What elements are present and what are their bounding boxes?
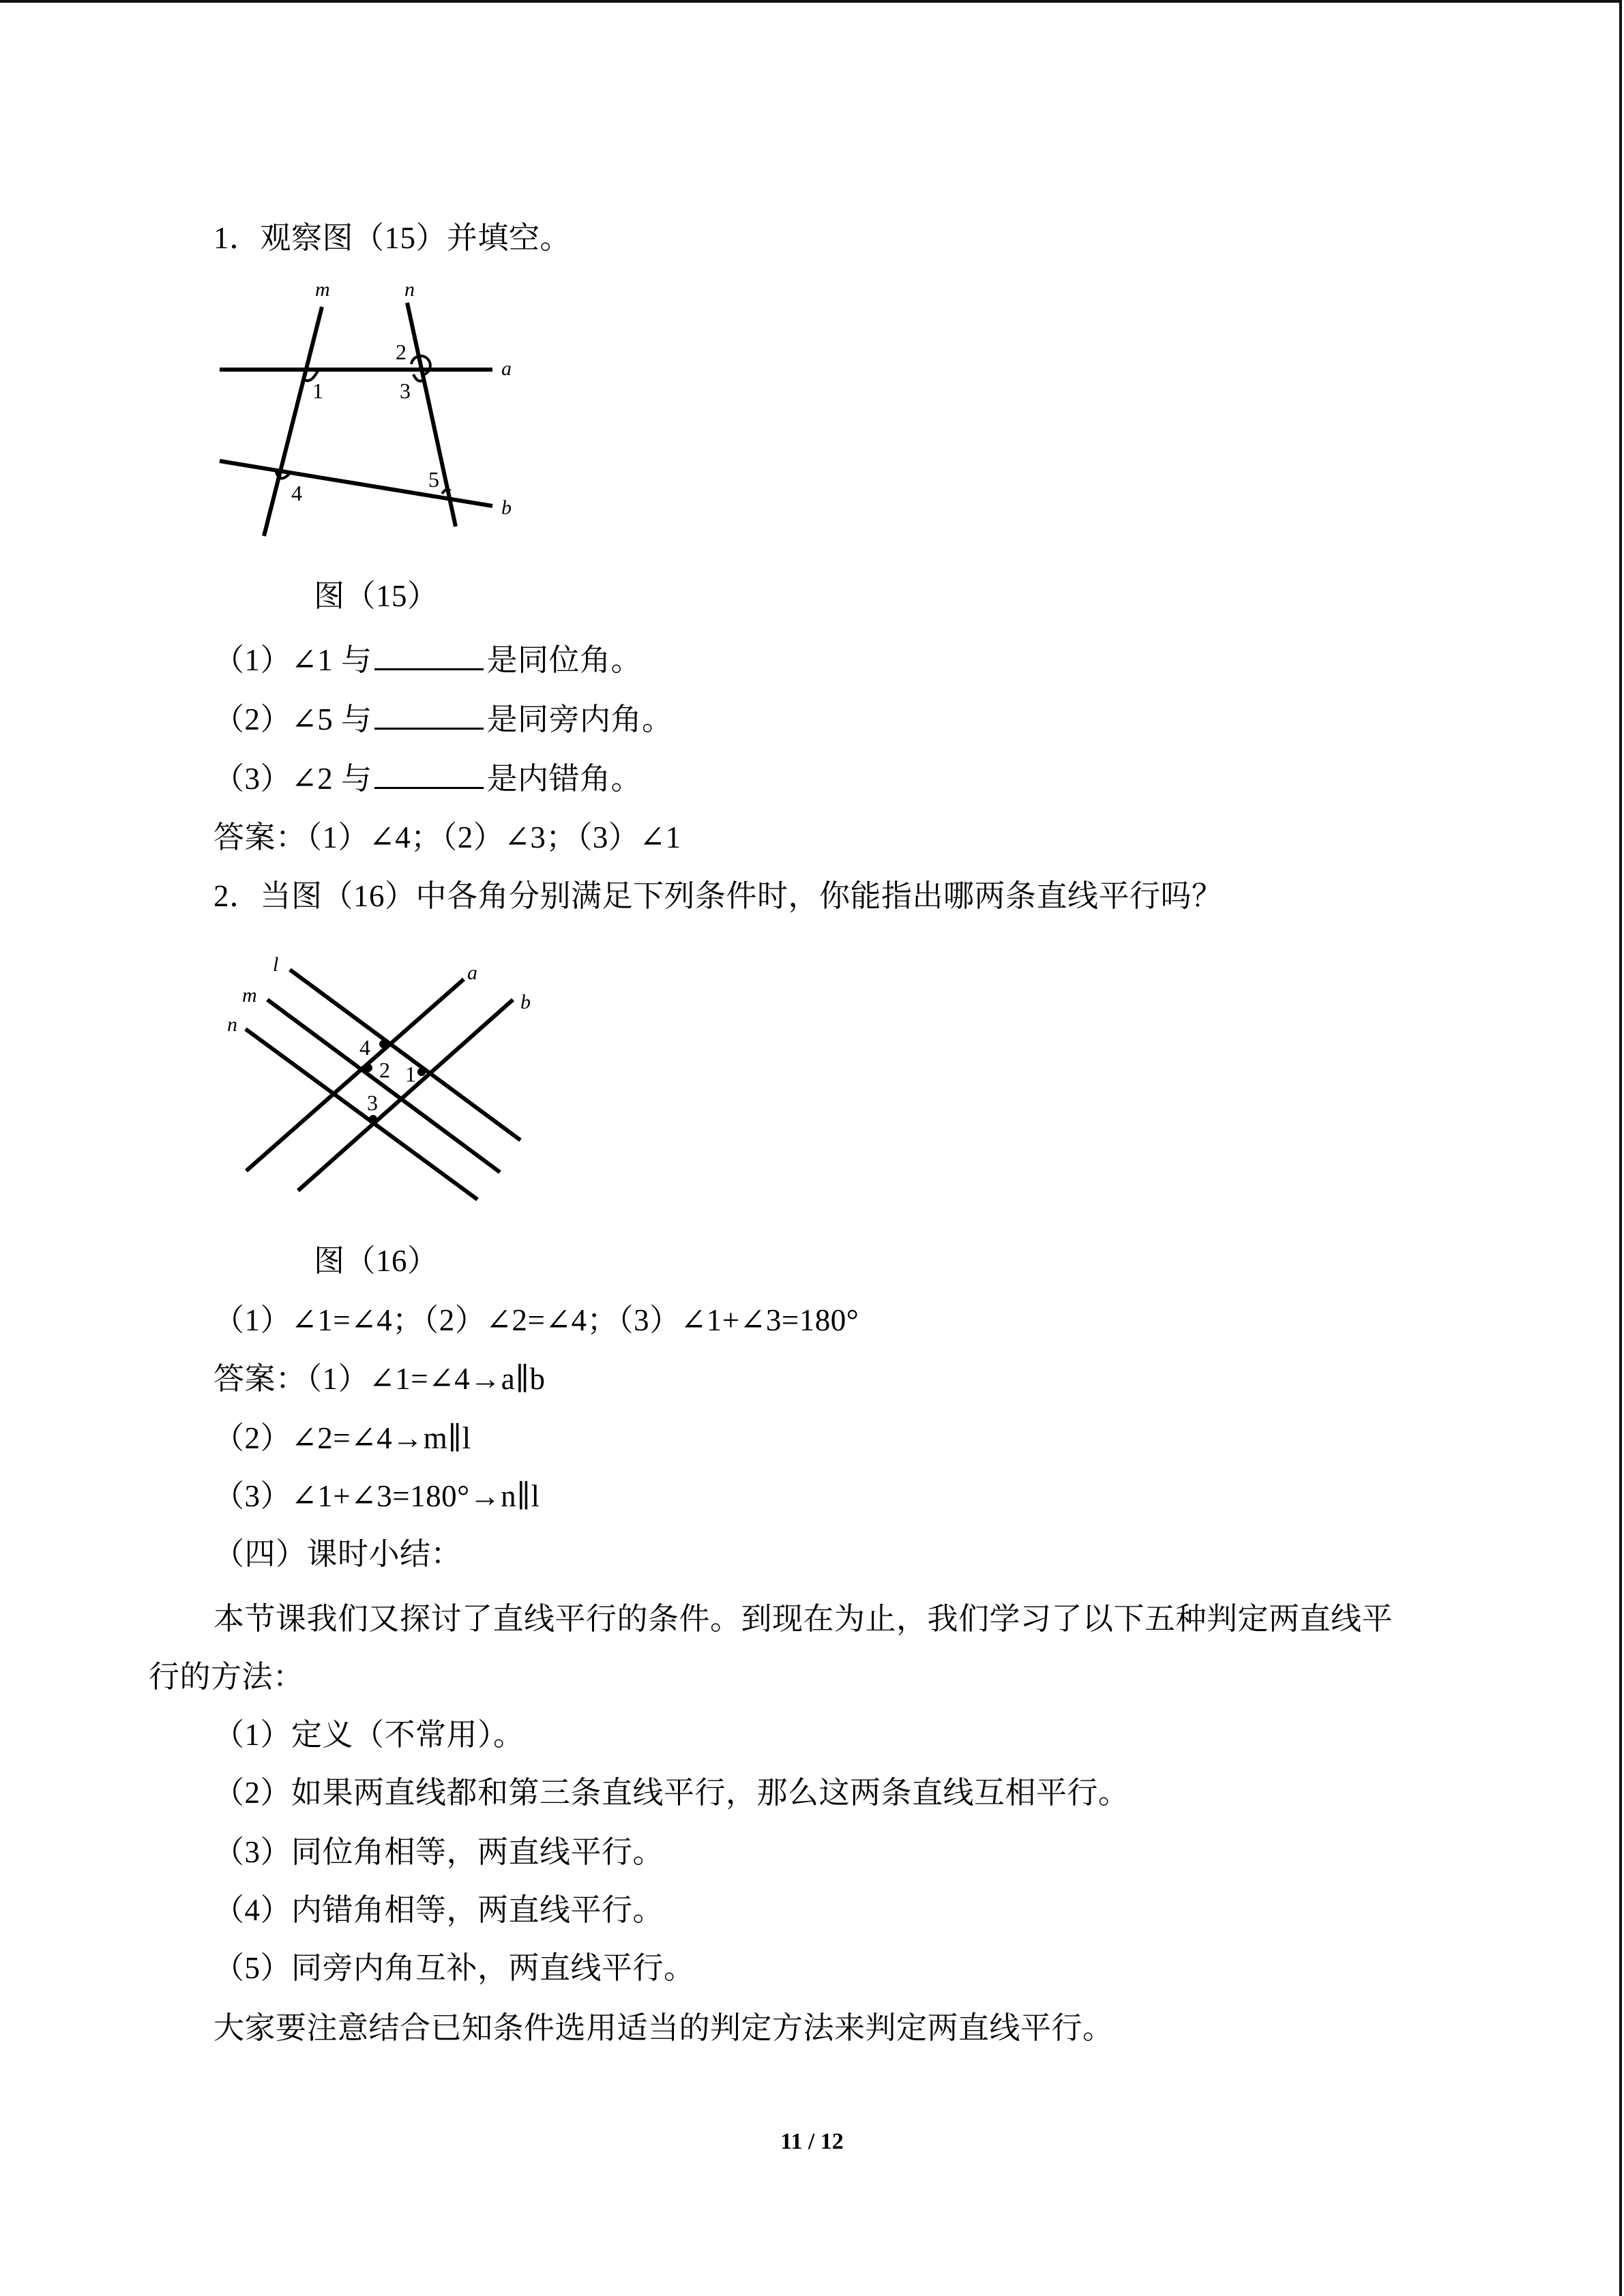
line-label-m: m: [242, 984, 257, 1007]
line-label-a: a: [501, 357, 512, 380]
summary-method-2: （2）如果两直线都和第三条直线平行，那么这两条直线互相平行。: [213, 1776, 1130, 1810]
angle-label-1: 1: [312, 378, 323, 403]
figure-15-caption: 图（15）: [314, 579, 439, 613]
summary-heading: （四）课时小结：: [213, 1537, 462, 1571]
problem1-item-1: （1）∠1 与 是同位角。: [213, 641, 642, 679]
problem1-item-3: （3）∠2 与 是内错角。: [213, 760, 642, 798]
problem1-title: 1．观察图（15）并填空。: [213, 221, 572, 255]
problem2-answer-2: （2）∠2=∠4→m∥l: [213, 1421, 471, 1455]
problem1-item-2: （2）∠5 与 是同旁内角。: [213, 700, 673, 739]
summary-method-1: （1）定义（不常用）。: [213, 1718, 525, 1752]
figure-16: [0, 3, 614, 1234]
line-label-b: b: [501, 496, 512, 519]
summary-method-3: （3）同位角相等，两直线平行。: [213, 1835, 664, 1869]
summary-intro-line1: 本节课我们又探讨了直线平行的条件。到现在为止，我们学习了以下五种判定两直线平: [213, 1602, 1393, 1636]
line-label-l: l: [273, 953, 279, 976]
summary-method-4: （4）内错角相等，两直线平行。: [213, 1893, 664, 1927]
line-label-m: m: [315, 278, 330, 301]
problem1-answer: 答案：（1）∠4；（2）∠3；（3）∠1: [213, 820, 681, 854]
line-label-n: n: [404, 278, 415, 301]
problem2-conditions: （1）∠1=∠4；（2）∠2=∠4；（3）∠1+∠3=180°: [213, 1303, 859, 1337]
summary-closing: 大家要注意结合已知条件选用适当的判定方法来判定两直线平行。: [213, 2011, 1114, 2045]
line-label-n: n: [227, 1013, 237, 1036]
angle-label-4: 4: [359, 1035, 370, 1060]
line-label-a: a: [467, 961, 477, 984]
problem2-title: 2．当图（16）中各角分别满足下列条件时，你能指出哪两条直线平行吗？: [213, 879, 1223, 913]
summary-method-5: （5）同旁内角互补，两直线平行。: [213, 1951, 695, 1985]
angle-label-5: 5: [428, 467, 439, 492]
page-number: 11 / 12: [780, 2129, 844, 2154]
angle-label-3: 3: [400, 378, 411, 403]
angle-label-1: 1: [405, 1062, 416, 1086]
problem2-answer-1: 答案：（1）∠1=∠4→a∥b: [213, 1362, 546, 1396]
summary-intro-line2: 行的方法：: [149, 1660, 304, 1694]
line-label-b: b: [520, 991, 531, 1013]
angle-label-2: 2: [396, 340, 407, 364]
angle-label-2: 2: [379, 1058, 390, 1082]
angle-label-3: 3: [367, 1090, 378, 1115]
figure-16-caption: 图（16）: [314, 1244, 439, 1278]
problem2-answer-3: （3）∠1+∠3=180°→n∥l: [213, 1479, 540, 1513]
angle-label-4: 4: [291, 481, 302, 505]
